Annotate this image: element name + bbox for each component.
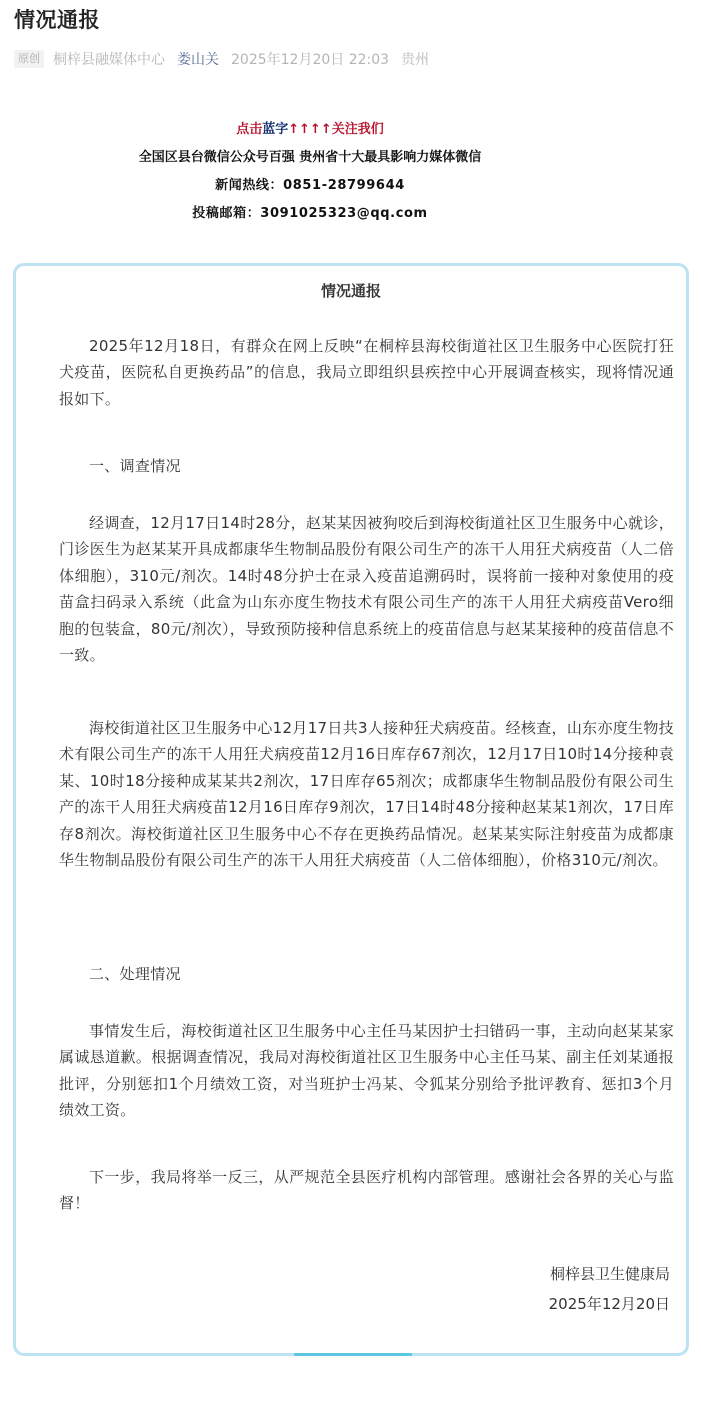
notice-paragraph: 事情发生后，海校街道社区卫生服务中心主任马某因护士扫错码一事，主动向赵某某家属诚恳道歉。根据调查情况，我局对海校街道社区卫生服务中心主任马某、副主任刘某通报批评，分别惩扣1个月绩效工资，对当班护士冯某、令狐某分别给予批评教育、惩扣3个月绩效工资。: [59, 1022, 674, 1120]
notice-title: 情况通报: [320, 282, 381, 300]
publish-time: 2025年12月20日 22:03: [231, 52, 390, 68]
section-heading-investigation: 一、调查情况: [89, 457, 181, 475]
blue-word-text: 蓝字: [262, 122, 289, 137]
follow-us-text: ↑↑↑↑关注我们: [288, 122, 384, 137]
account-slogan: 全国区县台微信公众号百强 贵州省十大最具影响力媒体微信: [138, 150, 482, 165]
notice-paragraph: 下一步，我局将举一反三，从严规范全县医疗机构内部管理。感谢社会各界的关心与监督！: [59, 1168, 674, 1213]
follow-prompt: [0, 118, 620, 146]
article-title: 情况通报: [14, 8, 100, 32]
author-link[interactable]: 娄山关: [177, 52, 219, 68]
follow-prompt-text: 点击: [236, 122, 263, 137]
publish-location: 贵州: [401, 52, 430, 68]
notice-card: [13, 263, 689, 1356]
card-accent-bar: [294, 1353, 412, 1356]
signature-org: 桐梓县卫生健康局: [549, 1265, 670, 1283]
source-account-link[interactable]: 桐梓县融媒体中心: [53, 52, 165, 68]
original-tag: 原创: [14, 50, 44, 68]
promo-block: [0, 118, 620, 230]
notice-paragraph: 2025年12月18日，有群众在网上反映“在桐梓县海校街道社区卫生服务中心医院打狂犬疫苗，医院私自更换药品”的信息，我局立即组织县疾控中心开展调查核实，现将情况通报如下。: [59, 337, 674, 408]
signature-date: 2025年12月20日: [548, 1295, 670, 1313]
notice-paragraph: 经调查，12月17日14时28分，赵某某因被狗咬后到海校街道社区卫生服务中心就诊，门诊医生为赵某某开具成都康华生物制品股份有限公司生产的冻干人用狂犬病疫苗（人二倍体细胞），310元/剂次。14时48分护士在录入疫苗追溯码时，误将前一接种对象使用的疫苗盒扫码录入系统（此盒为山东亦度生物技术有限公司生产的冻干人用狂犬病疫苗Vero细胞的包装盒，80元/剂次），导致预防接种信息系统上的疫苗信息与赵某某接种的疫苗信息不一致。: [59, 514, 674, 665]
section-heading-handling: 二、处理情况: [89, 965, 181, 983]
article-meta: [14, 49, 429, 69]
notice-paragraph: 海校街道社区卫生服务中心12月17日共3人接种狂犬病疫苗。经核查，山东亦度生物技术有限公司生产的冻干人用狂犬病疫苗12月16日库存67剂次，12月17日10时14分接种袁某、10时18分接种成某某共2剂次，17日库存65剂次；成都康华生物制品股份有限公司生产的冻干人用狂犬病疫苗12月16日库存9剂次，17日14时48分接种赵某某1剂次，17日库存8剂次。海校街道社区卫生服务中心不存在更换药品情况。赵某某实际注射疫苗为成都康华生物制品股份有限公司生产的冻干人用狂犬病疫苗（人二倍体细胞），价格310元/剂次。: [59, 719, 674, 870]
news-hotline: 新闻热线：0851-28799644: [215, 178, 405, 193]
submission-email: 投稿邮箱：3091025323@qq.com: [192, 206, 428, 221]
